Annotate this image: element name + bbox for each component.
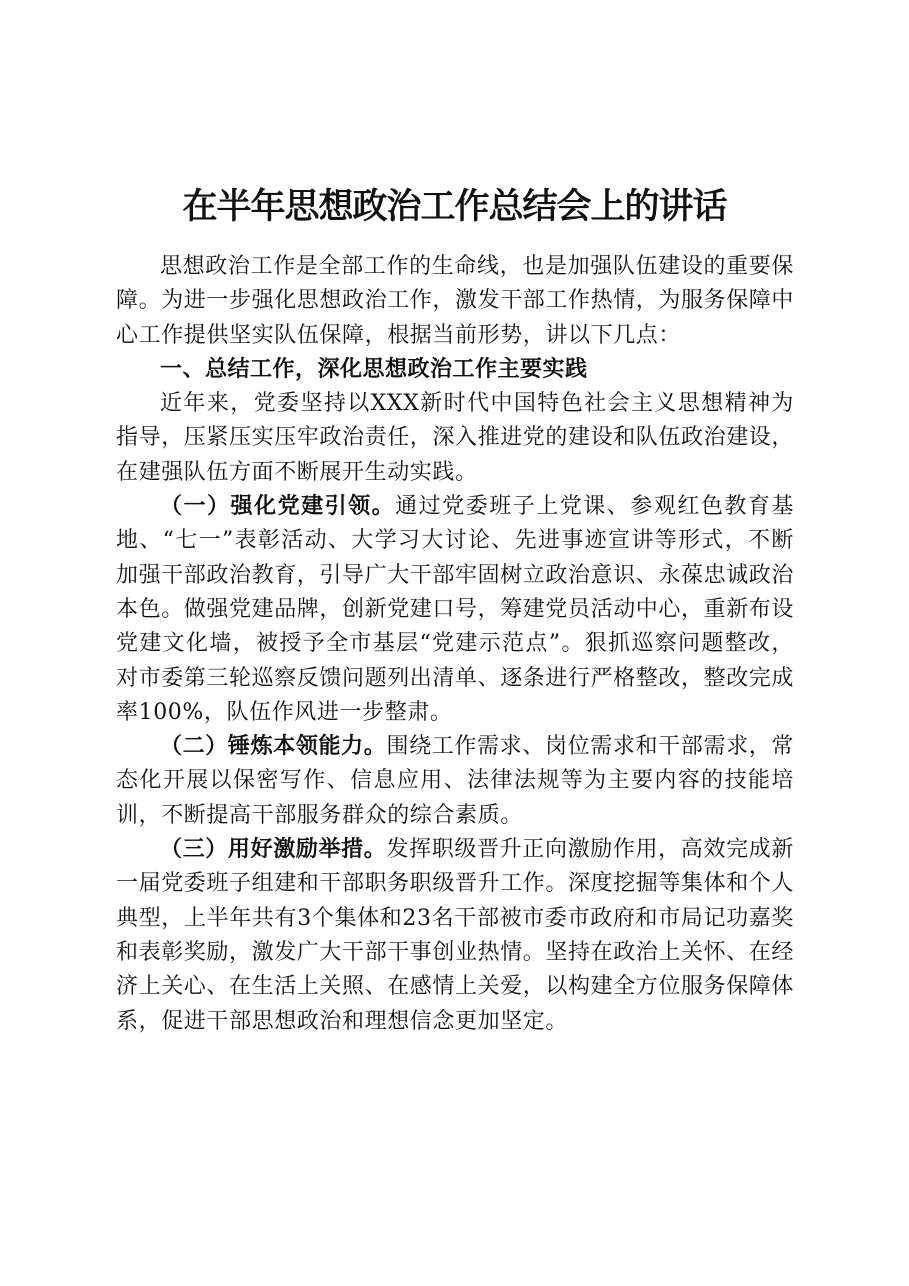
item-lead: （三）用好激励举措。 <box>160 837 387 863</box>
item-lead: （二）锤炼本领能力。 <box>160 734 387 760</box>
section-heading: 一、总结工作，深化思想政治工作主要实践 <box>160 356 588 382</box>
document-body <box>116 250 794 1039</box>
document-title: 在半年思想政治工作总结会上的讲话 <box>182 187 727 228</box>
intro-paragraph: 思想政治工作是全部工作的生命线，也是加强队伍建设的重要保障。为进一步强化思想政治工作，激发干部工作热情，为服务保障中心工作提供坚实队伍保障，根据当前形势，讲以下几点： <box>116 254 795 348</box>
item-text: 发挥职级晋升正向激励作用，高效完成新一届党委班子组建和干部职务职级晋升工作。深度挖掘等集体和个人典型，上半年共有3个集体和23名干部被市委市政府和市局记功嘉奖和表彰奖励，激发广大干部干事创业热情。坚持在政治上关怀、在经济上关心、在生活上关照、在感情上关爱，以构建全方位服务保障体系，促进干部思想政治和理想信念更加坚定。 <box>116 837 795 1034</box>
list-item <box>116 833 794 1039</box>
list-item <box>116 490 794 730</box>
item-text: 通过党委班子上党课、参观红色教育基地、“七一”表彰活动、大学习大讨论、先进事迹宣讲等形式，不断加强干部政治教育，引导广大干部牢固树立政治意识、永葆忠诚政治本色。做强党建品牌，创新党建口号，筹建党员活动中心，重新布设党建文化墙，被授予全市基层“党建示范点”。狠抓巡察问题整改，对市委第三轮巡察反馈问题列出清单、逐条进行严格整改，整改完成率100%，队伍作风进一步整肃。 <box>116 494 795 725</box>
list-item <box>116 730 794 833</box>
section-intro-paragraph: 近年来，党委坚持以XXX新时代中国特色社会主义思想精神为指导，压紧压实压牢政治责任，深入推进党的建设和队伍政治建设，在建强队伍方面不断展开生动实践。 <box>116 391 795 485</box>
item-lead: （一）强化党建引领。 <box>160 494 396 520</box>
item-text: 围绕工作需求、岗位需求和干部需求，常态化开展以保密写作、信息应用、法律法规等为主要内容的技能培训，不断提高干部服务群众的综合素质。 <box>116 734 794 828</box>
